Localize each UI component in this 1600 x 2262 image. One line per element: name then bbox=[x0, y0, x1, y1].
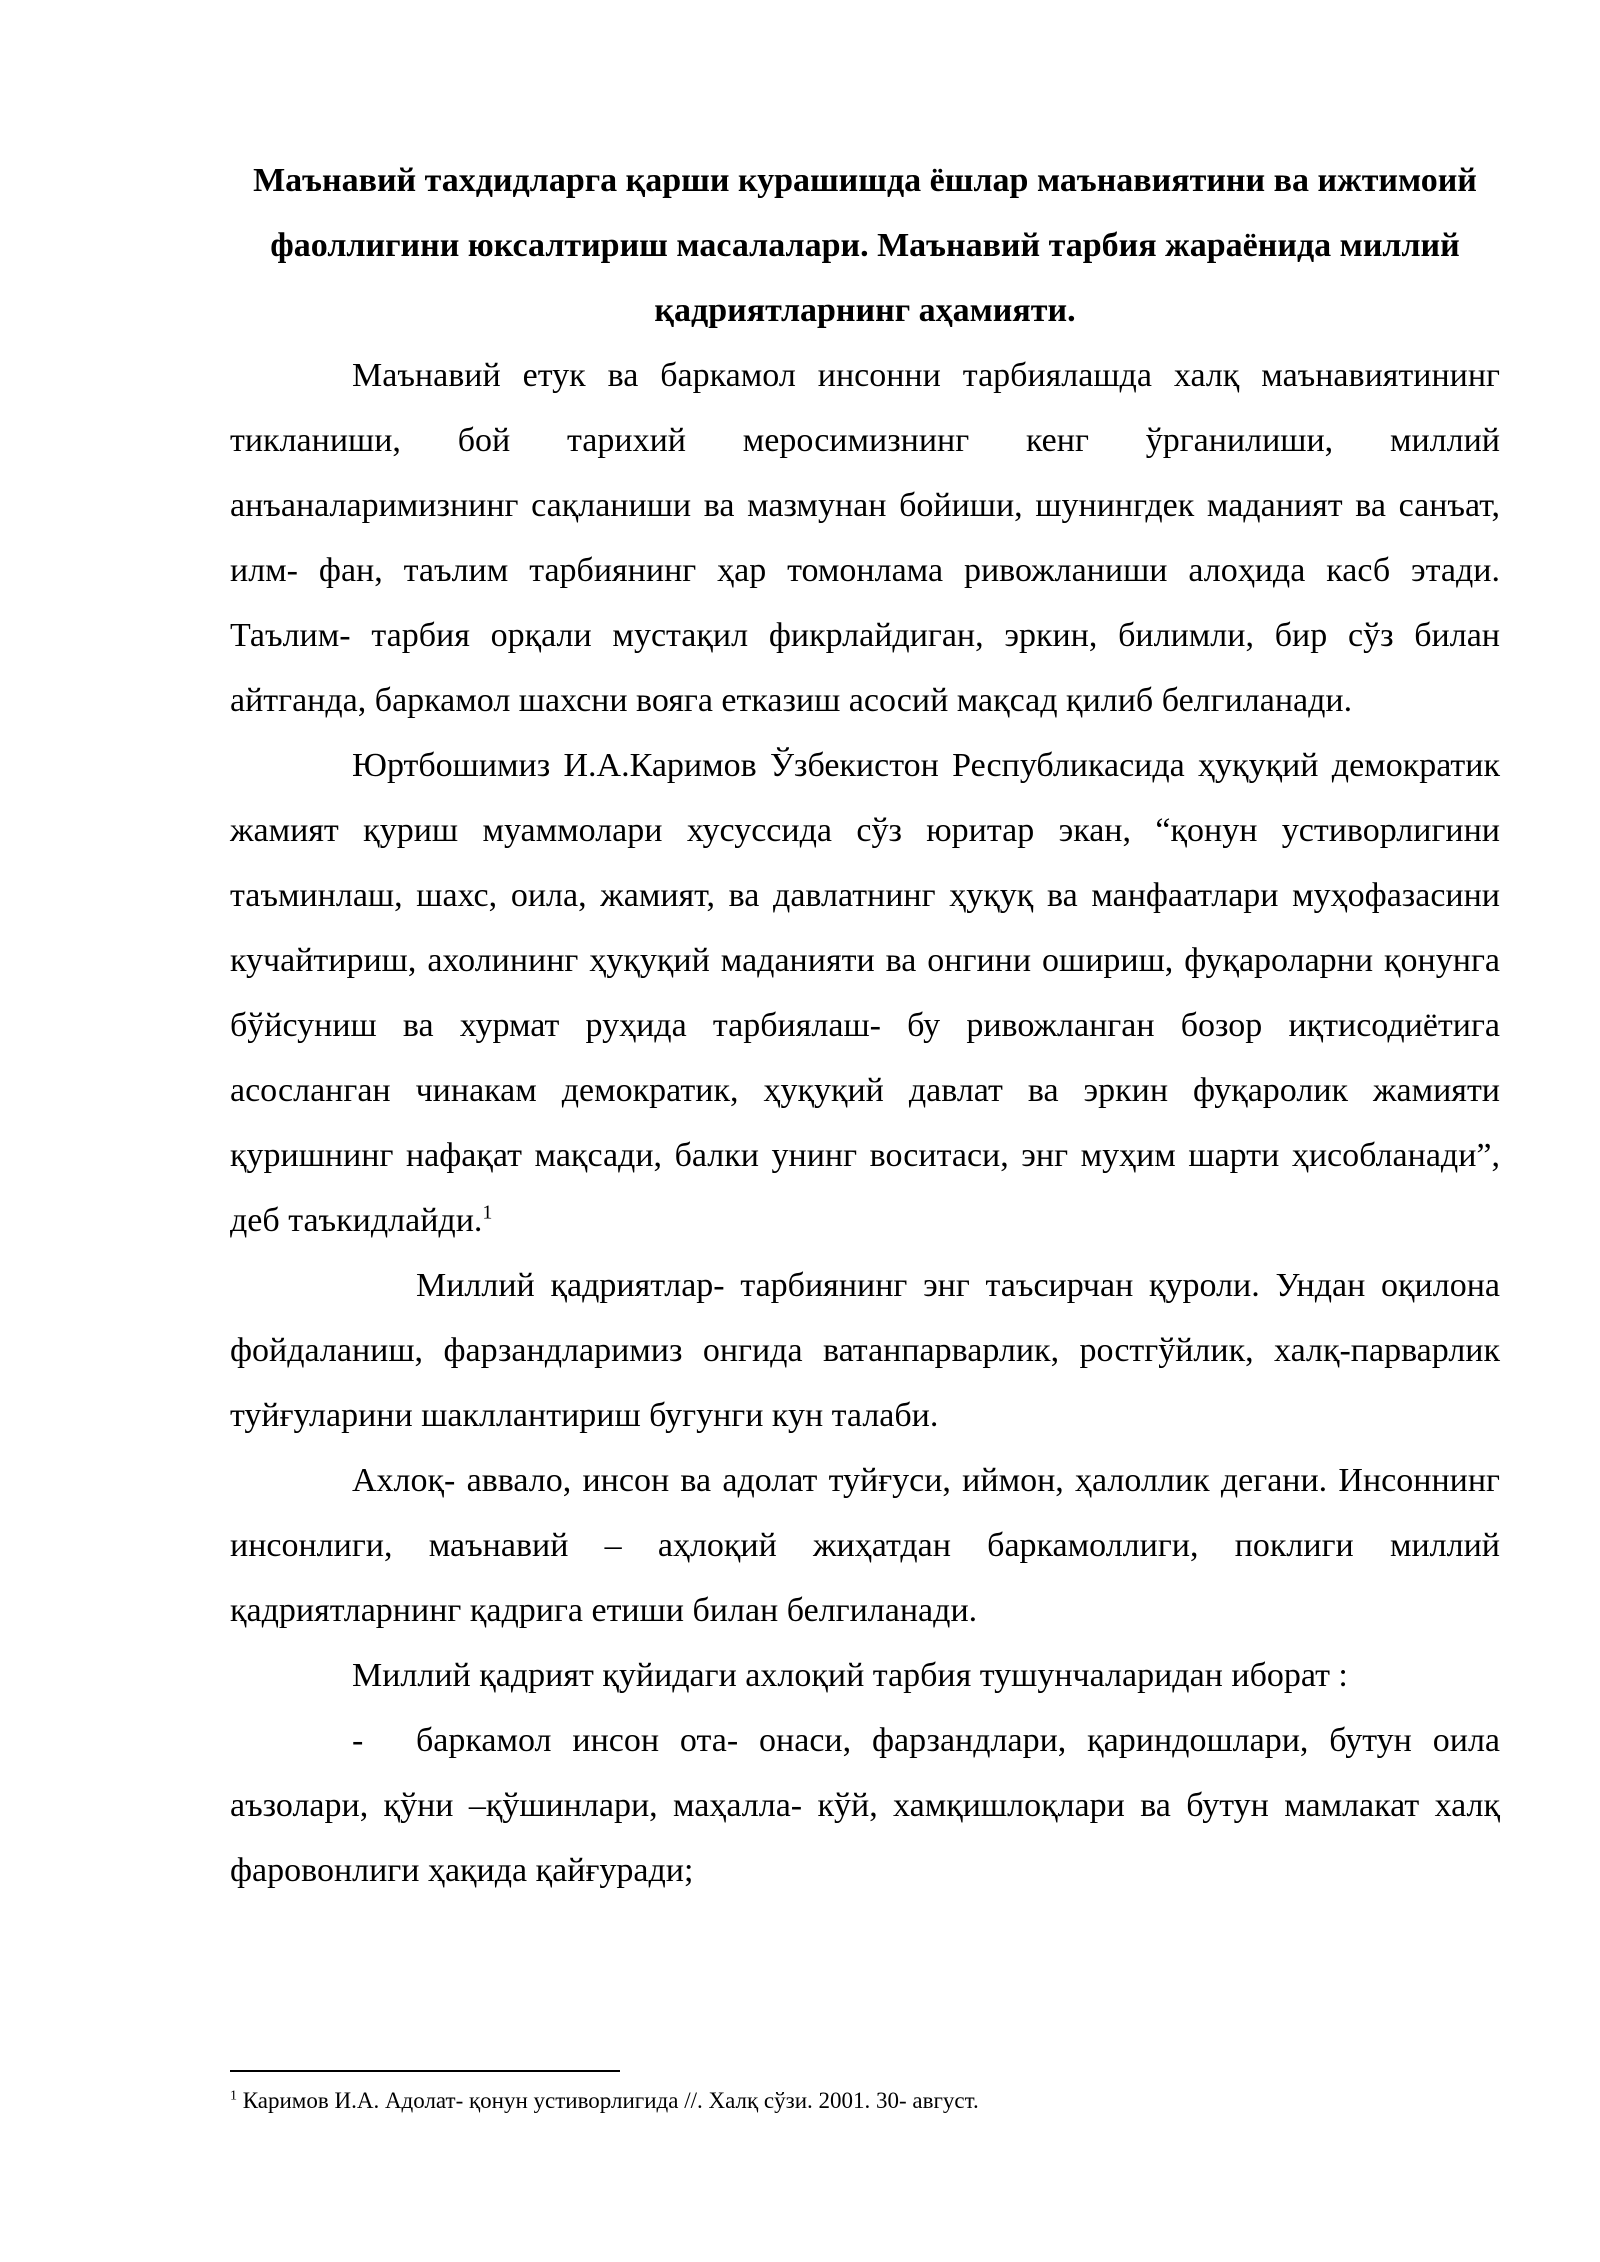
list-item bbox=[230, 1708, 1500, 1903]
footnote-number: 1 bbox=[230, 2088, 237, 2104]
document-body bbox=[230, 148, 1500, 1903]
list-item-text: баркамол инсон ота- онаси, фарзандлари, қариндошлари, бутун оила аъзолари, қўни –қўшинлари, маҳалла- кўй, хамқишлоқлари ва бутун мамлакат халқ фаровонлиги ҳақида қайғуради; bbox=[230, 1722, 1500, 1889]
document-title: Маънавий тахдидларга қарши курашишда ёшлар маънавиятини ва ижтимоий фаоллигини юксалтириш масалалари. Маънавий тарбия жараёнида миллий қадриятларнинг аҳамияти. bbox=[253, 162, 1477, 329]
paragraph-5-text: Миллий қадрият қуйидаги ахлоқий тарбия тушунчаларидан иборат : bbox=[352, 1657, 1348, 1694]
paragraph-1 bbox=[230, 343, 1500, 733]
paragraph-3 bbox=[230, 1253, 1500, 1448]
paragraph-3-text: Миллий қадриятлар- тарбиянинг энг таъсирчан қуроли. Ундан оқилона фойдаланиш, фарзандларимиз онгида ватанпарварлик, ростгўйлик, халқ-парварлик туйғуларини шакллантириш бугунги кун талаби. bbox=[230, 1267, 1500, 1434]
paragraph-2-text: Юртбошимиз И.А.Каримов Ўзбекистон Республикасида ҳуқуқий демократик жамият қуриш муаммолари хусуссида сўз юритар экан, “қонун устиворлигини таъминлаш, шахс, оила, жамият, ва давлатнинг ҳуқуқ ва манфаатлари муҳофазасини кучайтириш, ахолининг ҳуқуқий маданияти ва онгини ошириш, фуқароларни қонунга бўйсуниш ва хурмат руҳида тарбиялаш- бу ривожланган бозор иқтисодиётига асосланган чинакам демократик, ҳуқуқий давлат ва эркин фуқаролик жамияти қуришнинг нафақат мақсади, балки унинг воситаси, энг муҳим шарти ҳисобланади”, деб таъкидлайди. bbox=[230, 747, 1500, 1239]
footnote-separator bbox=[230, 2070, 620, 2072]
footnote-text: Каримов И.А. Адолат- қонун устиворлигида //. Халқ сўзи. 2001. 30- август. bbox=[242, 2088, 979, 2113]
paragraph-1-text: Маънавий етук ва баркамол инсонни тарбиялашда халқ маънавиятининг тикланиши, бой тарихий меросимизнинг кенг ўрганилиши, миллий анъаналаримизнинг сақланиши ва мазмунан бойиши, шунингдек маданият ва санъат, илм- фан, таълим тарбиянинг ҳар томонлама ривожланиши алоҳида касб этади. Таълим- тарбия орқали мустақил фикрлайдиган, эркин, билимли, бир сўз билан айтганда, баркамол шахсни вояга етказиш асосий мақсад қилиб белгиланади. bbox=[230, 357, 1500, 719]
paragraph-4-text: Ахлоқ- аввало, инсон ва адолат туйғуси, иймон, ҳалоллик дегани. Инсоннинг инсонлиги, маънавий – аҳлоқий жиҳатдан баркамоллиги, поклиги миллий қадриятларнинг қадрига етиши билан белгиланади. bbox=[230, 1462, 1500, 1629]
paragraph-2 bbox=[230, 733, 1500, 1253]
paragraph-4 bbox=[230, 1448, 1500, 1643]
footnote-reference[interactable]: 1 bbox=[482, 1201, 493, 1224]
paragraph-5 bbox=[230, 1643, 1500, 1708]
list-dash-marker: - bbox=[352, 1722, 364, 1759]
footnote bbox=[230, 2086, 1500, 2116]
